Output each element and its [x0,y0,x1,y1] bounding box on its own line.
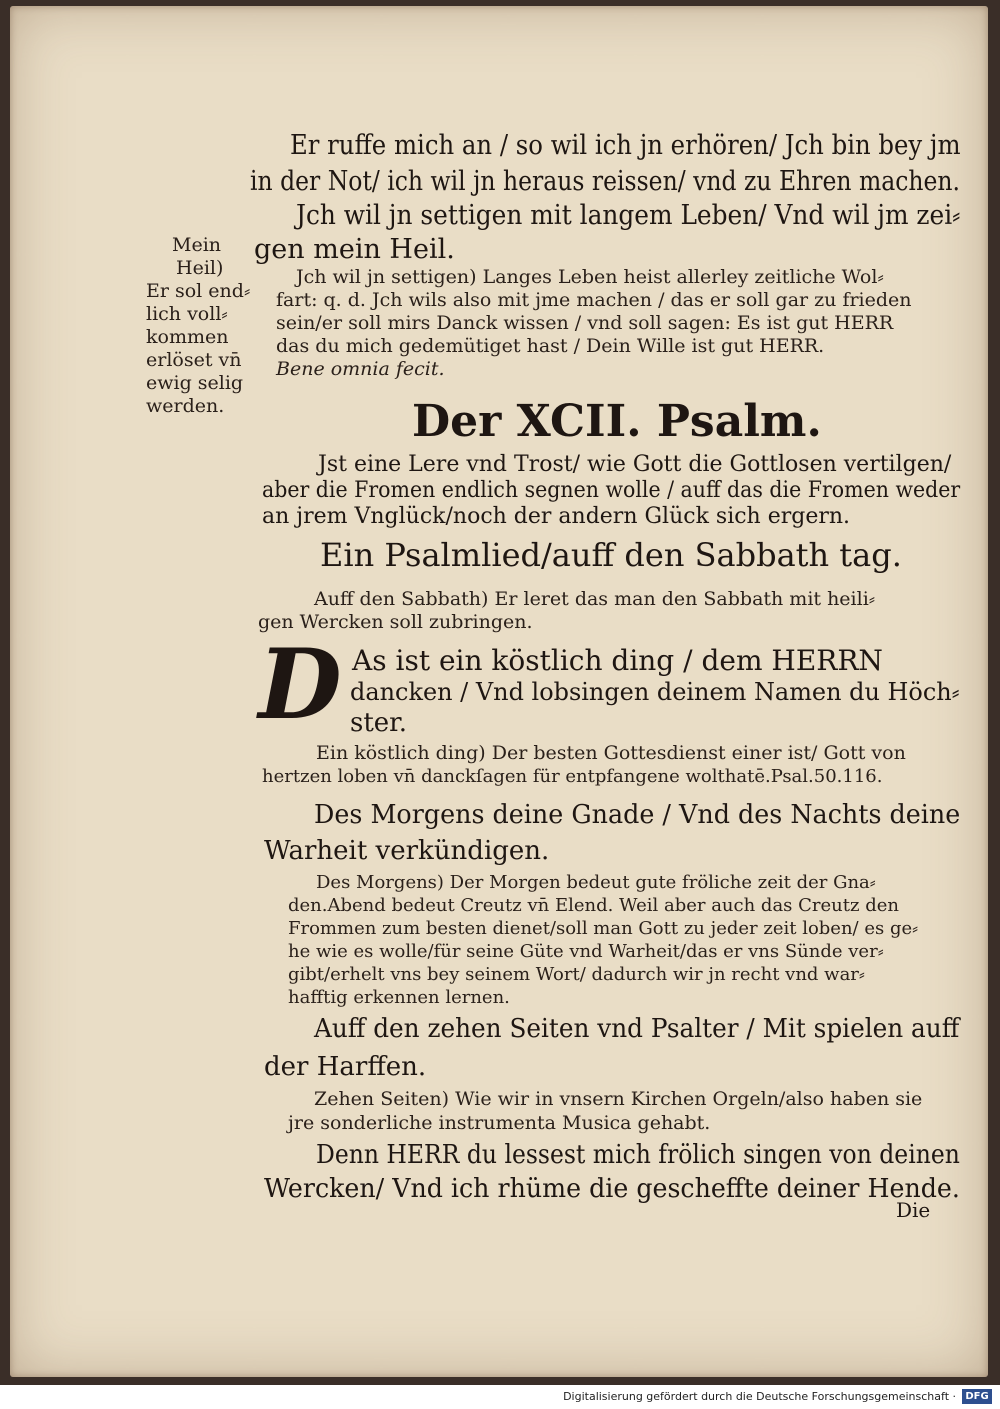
marginal-note-line: Mein [172,234,222,256]
gloss-line: Ein köstlich ding) Der besten Gottesdienst einer ist/ Gott von [316,742,906,764]
gloss-line: Zehen Seiten) Wie wir in vnsern Kirchen Orgeln/also haben sie [314,1088,923,1110]
gloss-line: hafftig erkennen lernen. [288,987,510,1008]
verse-line: Denn HERR du lessest mich frölich singen von deinen [316,1140,960,1170]
psalm-subheading: Ein Psalmlied/auff den Sabbath tag. [320,536,902,574]
verse-line: Jch wil jn settigen mit langem Leben/ Vnd wil jm zei⸗ [296,200,961,231]
gloss-line: gen Wercken soll zubringen. [258,611,533,633]
verse-line: Wercken/ Vnd ich rhüme die gescheffte deiner Hende. [264,1174,960,1204]
footer-credit: Digitalisierung gefördert durch die Deutsche Forschungsgemeinschaft · [563,1390,956,1403]
verse-line: ster. [350,708,408,738]
marginal-note-line: erlöset vn̄ [146,349,242,371]
verse-line: der Harffen. [264,1052,427,1082]
marginal-note-line: Heil) [176,257,224,279]
marginal-note-line: werden. [146,395,225,417]
gloss-line: gibt/erhelt vns bey seinem Wort/ dadurch wir jn recht vnd war⸗ [288,964,865,985]
verse-line: in der Not/ ich wil jn heraus reissen/ vnd zu Ehren machen. [250,166,961,197]
marginal-note-line: Er sol end⸗ [146,280,251,302]
gloss-line: hertzen loben vn̄ danckſagen für entpfangene wolthatē.Psal.50.116. [262,766,883,787]
digitization-footer [0,1385,1000,1409]
marginal-note-line: ewig selig [146,372,244,394]
verse-line: Auff den zehen Seiten vnd Psalter / Mit spielen auff [314,1014,960,1044]
marginal-note-line: lich voll⸗ [146,303,228,325]
marginal-note-line: kommen [146,326,229,348]
gloss-line: das du mich gedemütiget hast / Dein Wille ist gut HERR. [276,335,825,357]
gloss-line: sein/er soll mirs Danck wissen / vnd soll sagen: Es ist gut HERR [276,312,894,334]
gloss-line: he wie es wolle/für seine Güte vnd Warheit/das er vns Sünde ver⸗ [288,941,884,962]
psalm-intro-line: aber die Fromen endlich segnen wolle / auff das die Fromen weder [262,478,961,503]
dfg-logo-icon: DFG [962,1389,992,1404]
verse-line: gen mein Heil. [254,234,455,265]
psalm-heading: Der XCII. Psalm. [412,396,822,447]
gloss-line: den.Abend bedeut Creutz vn̄ Elend. Weil aber auch das Creutz den [288,895,899,916]
gloss-line: fart: q. d. Jch wils also mit jme machen / das er soll gar zu frieden [276,289,912,311]
catchword: Die [896,1198,931,1222]
psalm-intro-line: Jst eine Lere vnd Trost/ wie Gott die Gottlosen vertilgen/ [318,452,952,477]
verse-line: Er ruffe mich an / so wil ich jn erhören/ Jch bin bey jm [290,130,961,161]
verse-line: Warheit verkündigen. [264,836,550,866]
gloss-line: jre sonderliche instrumenta Musica gehabt. [288,1112,711,1134]
verse-line: dancken / Vnd lobsingen deinem Namen du Höch⸗ [350,678,960,706]
gloss-line: Bene omnia fecit. [276,358,445,380]
drop-cap: D [258,628,342,741]
verse-line: As ist ein köstlich ding / dem HERRN [352,644,883,677]
psalm-intro-line: an jrem Vnglück/noch der andern Glück sich ergern. [262,504,851,529]
gloss-line: Auff den Sabbath) Er leret das man den Sabbath mit heili⸗ [314,588,876,610]
gloss-line: Des Morgens) Der Morgen bedeut gute fröliche zeit der Gna⸗ [316,872,876,893]
gloss-line: Jch wil jn settigen) Langes Leben heist allerley zeitliche Wol⸗ [296,266,884,288]
gloss-line: Frommen zum besten dienet/soll man Gott zu jeder zeit loben/ es ge⸗ [288,918,919,939]
verse-line: Des Morgens deine Gnade / Vnd des Nachts deine [314,800,961,830]
